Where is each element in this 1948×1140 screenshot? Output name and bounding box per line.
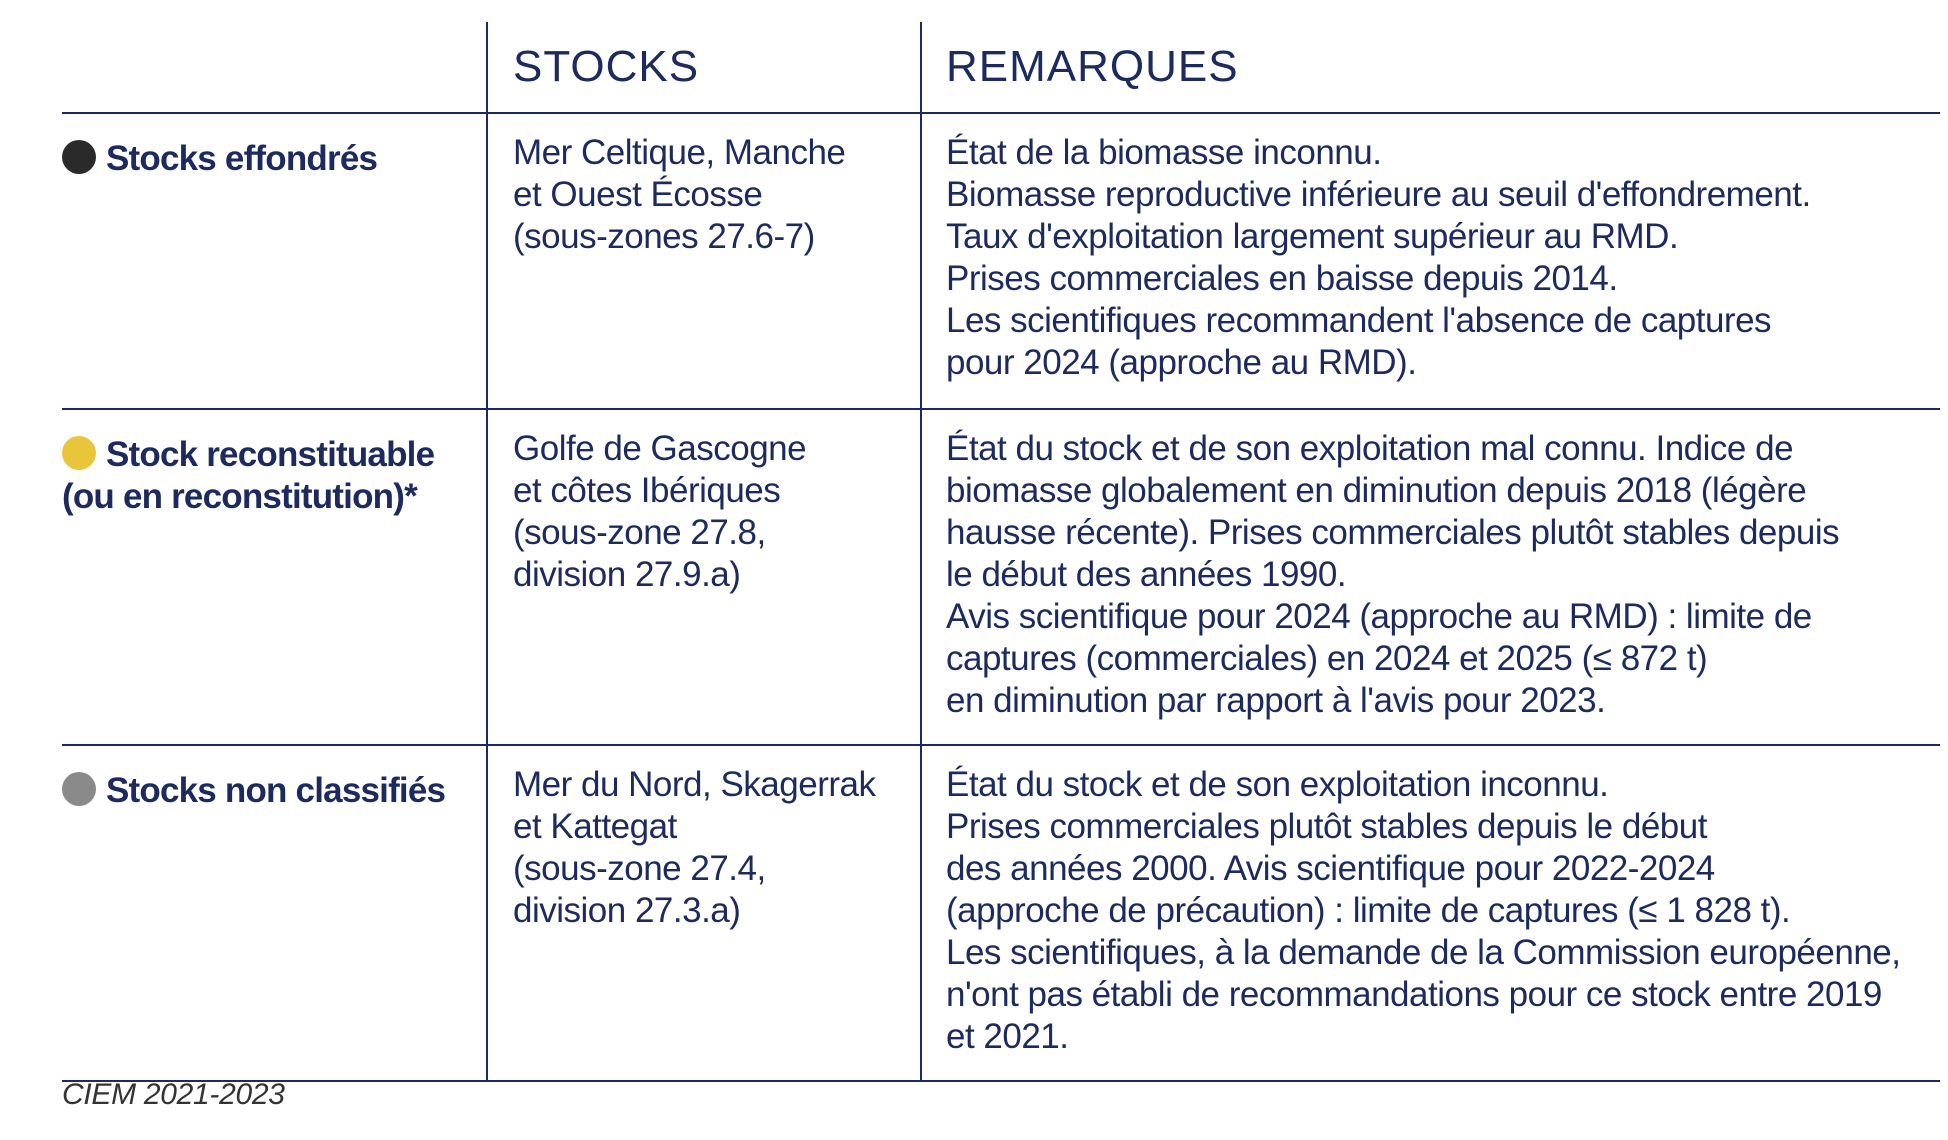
stock-cell [486, 114, 920, 408]
remarks-cell [920, 410, 1940, 744]
status-dot-icon [62, 772, 96, 806]
remarks-cell [920, 746, 1940, 1080]
category-label: Stock reconstituable [106, 435, 435, 474]
remarks-text: État du stock et de son exploitation inconnu. Prises commerciales plutôt stables depuis le début des années 2000. Avis scientifique pour 2022-2024 (approche de précaution) : limite de captures (≤ 1 828 t). Les scientifiques, à la demande de la Commission européenne, n'ont pas établi de recommandations pour ce stock entre 2019 et 2021. [946, 765, 1901, 1056]
table-row [62, 114, 1940, 410]
category-label: Stocks effondrés [106, 139, 378, 178]
table-row [62, 746, 1940, 1082]
stock-text: Mer du Nord, Skagerrak et Kattegat (sous-zone 27.4, division 27.3.a) [513, 765, 876, 930]
category-cell [62, 746, 486, 1080]
remarks-text: État du stock et de son exploitation mal connu. Indice de biomasse globalement en diminution depuis 2018 (légère hausse récente). Prises commerciales plutôt stables depuis le début des années 1990. Avis scientifique pour 2024 (approche au RMD) : limite de captures (commerciales) en 2024 et 2025 (≤ 872 t) en diminution par rapport à l'avis pour 2023. [946, 429, 1840, 720]
status-dot-icon [62, 140, 96, 174]
header-stocks: STOCKS [486, 22, 920, 112]
table-row [62, 410, 1940, 746]
stock-cell [486, 746, 920, 1080]
category-label-continued: (ou en reconstitution)* [62, 477, 417, 516]
category-cell [62, 410, 486, 744]
source-note: CIEM 2021-2023 [62, 1078, 285, 1111]
stock-text: Mer Celtique, Manche et Ouest Écosse (sous-zones 27.6-7) [513, 133, 846, 256]
remarks-text: État de la biomasse inconnu. Biomasse reproductive inférieure au seuil d'effondrement. Taux d'exploitation largement supérieur au RMD. Prises commerciales en baisse depuis 2014. Les scientifiques recommandent l'absence de captures pour 2024 (approche au RMD). [946, 133, 1811, 382]
status-dot-icon [62, 436, 96, 470]
remarks-cell [920, 114, 1940, 408]
stock-status-table [62, 22, 1940, 1082]
stock-cell [486, 410, 920, 744]
table-header-row [62, 22, 1940, 114]
category-label: Stocks non classifiés [106, 771, 446, 810]
stock-text: Golfe de Gascogne et côtes Ibériques (sous-zone 27.8, division 27.9.a) [513, 429, 807, 594]
category-cell [62, 114, 486, 408]
header-remarques: REMARQUES [920, 22, 1940, 112]
header-category [62, 22, 486, 112]
